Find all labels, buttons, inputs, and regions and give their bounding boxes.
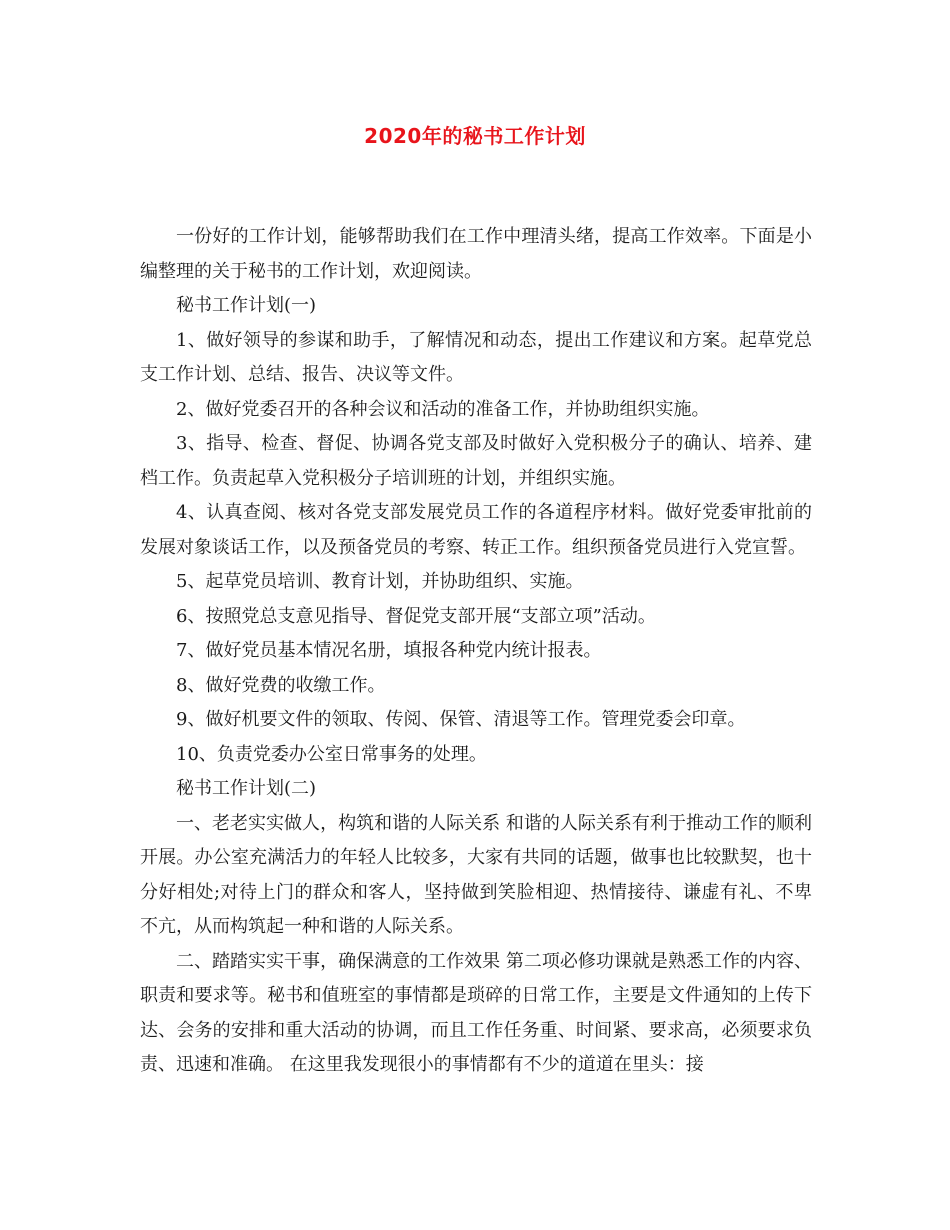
intro-paragraph: 一份好的工作计划，能够帮助我们在工作中理清头绪，提高工作效率。下面是小编整理的关于秘书的工作计划，欢迎阅读。: [140, 226, 812, 282]
section-heading-1: 秘书工作计划(一): [176, 295, 317, 316]
list-item-3: 3、指导、检查、督促、协调各党支部及时做好入党积极分子的确认、培养、建档工作。负责起草入党积极分子培训班的计划，并组织实施。: [140, 433, 812, 489]
list-item-8: 8、做好党费的收缴工作。: [176, 674, 386, 696]
document-title: 2020年的秘书工作计划: [364, 124, 586, 148]
list-item-10: 10、负责党委办公室日常事务的处理。: [176, 743, 487, 765]
body-paragraph-1: 一、老老实实做人，构筑和谐的人际关系 和谐的人际关系有利于推动工作的顺利开展。办公室充满活力的年轻人比较多，大家有共同的话题，做事也比较默契，也十分好相处;对待上门的群众和客人，坚持做到笑脸相迎、热情接待、谦虚有礼、不卑不亢，从而构筑起一种和谐的人际关系。: [140, 812, 812, 937]
body-paragraph-2: 二、踏踏实实干事，确保满意的工作效果 第二项必修功课就是熟悉工作的内容、职责和要求等。秘书和值班室的事情都是琐碎的日常工作，主要是文件通知的上传下达、会务的安排和重大活动的协调，而且工作任务重、时间紧、要求高，必须要求负责、迅速和准确。 在这里我发现很小的事情都有不少的道道在里头：接: [140, 950, 812, 1075]
list-item-9: 9、做好机要文件的领取、传阅、保管、清退等工作。管理党委会印章。: [176, 709, 746, 730]
list-item-2: 2、做好党委召开的各种会议和活动的准备工作，并协助组织实施。: [176, 398, 710, 420]
list-item-4: 4、认真查阅、核对各党支部发展党员工作的各道程序材料。做好党委审批前的发展对象谈话工作，以及预备党员的考察、转正工作。组织预备党员进行入党宣誓。: [140, 502, 812, 558]
list-item-5: 5、起草党员培训、教育计划，并协助组织、实施。: [176, 571, 584, 592]
list-item-1: 1、做好领导的参谋和助手，了解情况和动态，提出工作建议和方案。起草党总支工作计划、总结、报告、决议等文件。: [140, 329, 812, 385]
section-heading-2: 秘书工作计划(二): [176, 778, 317, 799]
document-body: [140, 220, 812, 1083]
list-item-6: 6、按照党总支意见指导、督促党支部开展“支部立项”活动。: [176, 605, 656, 627]
list-item-7: 7、做好党员基本情况名册，填报各种党内统计报表。: [176, 640, 602, 661]
